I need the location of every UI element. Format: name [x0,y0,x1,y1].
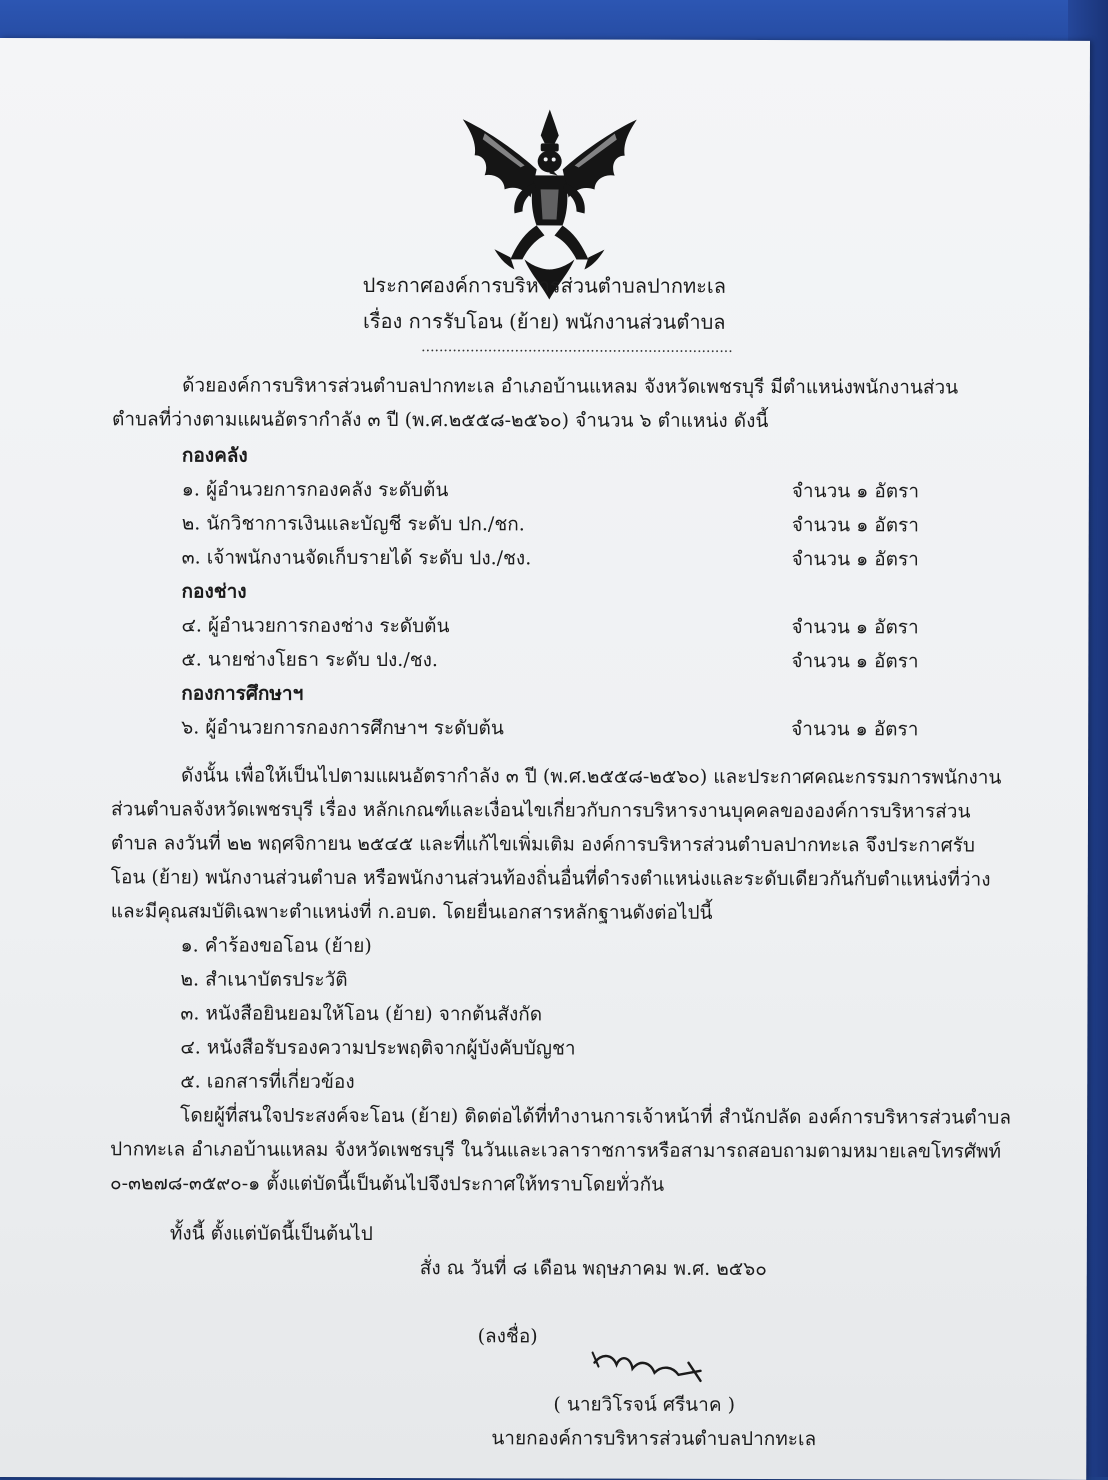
position-count: จำนวน ๑ อัตรา [791,514,919,537]
body-line-2: ส่วนตำบลจังหวัดเพชรบุรี เรื่อง หลักเกณฑ์และเงื่อนไขเกี่ยวกับการบริหารงานบุคคลขององค์การบริหารส่วน [110,798,971,823]
document-item: ๔. หนังสือรับรองความประพฤติจากผู้บังคับบัญชา [180,1036,576,1060]
signature-mark [588,1345,708,1395]
document-item: ๑. คำร้องขอโอน (ย้าย) [180,934,372,957]
body-line-5: และมีคุณสมบัติเฉพาะตำแหน่งที่ ก.อบต. โดยยื่นเอกสารหลักฐานดังต่อไปนี้ [110,900,713,924]
document-item: ๕. เอกสารที่เกี่ยวข้อง [180,1070,355,1093]
position-title: ๔. ผู้อำนวยการกองช่าง ระดับต้น [181,614,450,638]
body-line-4: โอน (ย้าย) พนักงานส่วนตำบล หรือพนักงานส่วนท้องถิ่นอื่นที่ดำรงตำแหน่งและระดับเดียวกันกับตำแหน่งที่ว่าง [110,866,991,891]
signer-name: ( นายวิโรจน์ ศรีนาค ) [553,1393,736,1416]
announcement-title: ประกาศองค์การบริหารส่วนตำบลปากทะเล [362,272,727,298]
document-item: ๓. หนังสือยินยอมให้โอน (ย้าย) จากต้นสังกัด [180,1002,543,1026]
position-title: ๕. นายช่างโยธา ระดับ ปง./ชง. [181,648,438,672]
position-title: ๒. นักวิชาการเงินและบัญชี ระดับ ปก./ชก. [181,512,525,536]
position-count: จำนวน ๑ อัตรา [791,718,919,741]
intro-line-2: ตำบลที่ว่างตามแผนอัตรากำลัง ๓ ปี (พ.ศ.๒๕๕๘-๒๕๖๐) จำนวน ๖ ตำแหน่ง ดังนี้ [111,408,769,433]
contact-line-2: ปากทะเล อำเภอบ้านแหลม จังหวัดเพชรบุรี ในวันและเวลาราชการหรือสามารถสอบถามตามหมายเลขโทรศัพท์ [110,1138,1002,1163]
body-line-3: ตำบล ลงวันที่ ๒๒ พฤศจิกายน ๒๕๔๕ และที่แก้ไขเพิ่มเติม องค์การบริหารส่วนตำบลปากทะเล จึงประกาศรับ [110,832,975,857]
effective-statement: ทั้งนี้ ตั้งแต่บัดนี้เป็นต้นไป [169,1222,373,1245]
announcement-subject: เรื่อง การรับโอน (ย้าย) พนักงานส่วนตำบล [362,308,726,334]
position-count: จำนวน ๑ อัตรา [791,480,920,503]
position-count: จำนวน ๑ อัตรา [791,650,919,673]
intro-line-1: ด้วยองค์การบริหารส่วนตำบลปากทะเล อำเภอบ้านแหลม จังหวัดเพชรบุรี มีตำแหน่งพนักงานส่วน [182,374,959,399]
division-heading: กองช่าง [181,580,247,603]
document-item: ๒. สำเนาบัตรประวัติ [180,968,348,991]
position-count: จำนวน ๑ อัตรา [791,616,919,639]
contact-line-3: ๐-๓๒๗๘-๓๕๙๐-๑ ตั้งแต่บัดนี้เป็นต้นไปจึงประกาศให้ทราบโดยทั่วกัน [109,1172,665,1196]
contact-line-1: โดยผู้ที่สนใจประสงค์จะโอน (ย้าย) ติดต่อได้ที่ทำงานการเจ้าหน้าที่ สำนักปลัด องค์การบริหารส่วนตำบล [180,1104,1012,1129]
signed-label: (ลงชื่อ) [477,1325,538,1348]
body-line-1: ดังนั้น เพื่อให้เป็นไปตามแผนอัตรากำลัง ๓ ปี (พ.ศ.๒๕๕๘-๒๕๖๐) และประกาศคณะกรรมการพนักงาน [181,764,1002,789]
position-count: จำนวน ๑ อัตรา [791,548,919,571]
division-heading: กองคลัง [181,444,248,467]
position-title: ๑. ผู้อำนวยการกองคลัง ระดับต้น [181,478,449,502]
title-divider: ...................................................................... [421,339,733,356]
signer-position: นายกองค์การบริหารส่วนตำบลปากทะเล [491,1427,817,1451]
position-title: ๓. เจ้าพนักงานจัดเก็บรายได้ ระดับ ปง./ชง. [181,546,532,570]
division-heading: กองการศึกษาฯ [181,682,304,705]
announcement-paper [0,38,1090,1480]
issue-date: สั่ง ณ วันที่ ๘ เดือน พฤษภาคม พ.ศ. ๒๕๖๐ [419,1257,767,1281]
position-title: ๖. ผู้อำนวยการกองการศึกษาฯ ระดับต้น [181,716,504,740]
